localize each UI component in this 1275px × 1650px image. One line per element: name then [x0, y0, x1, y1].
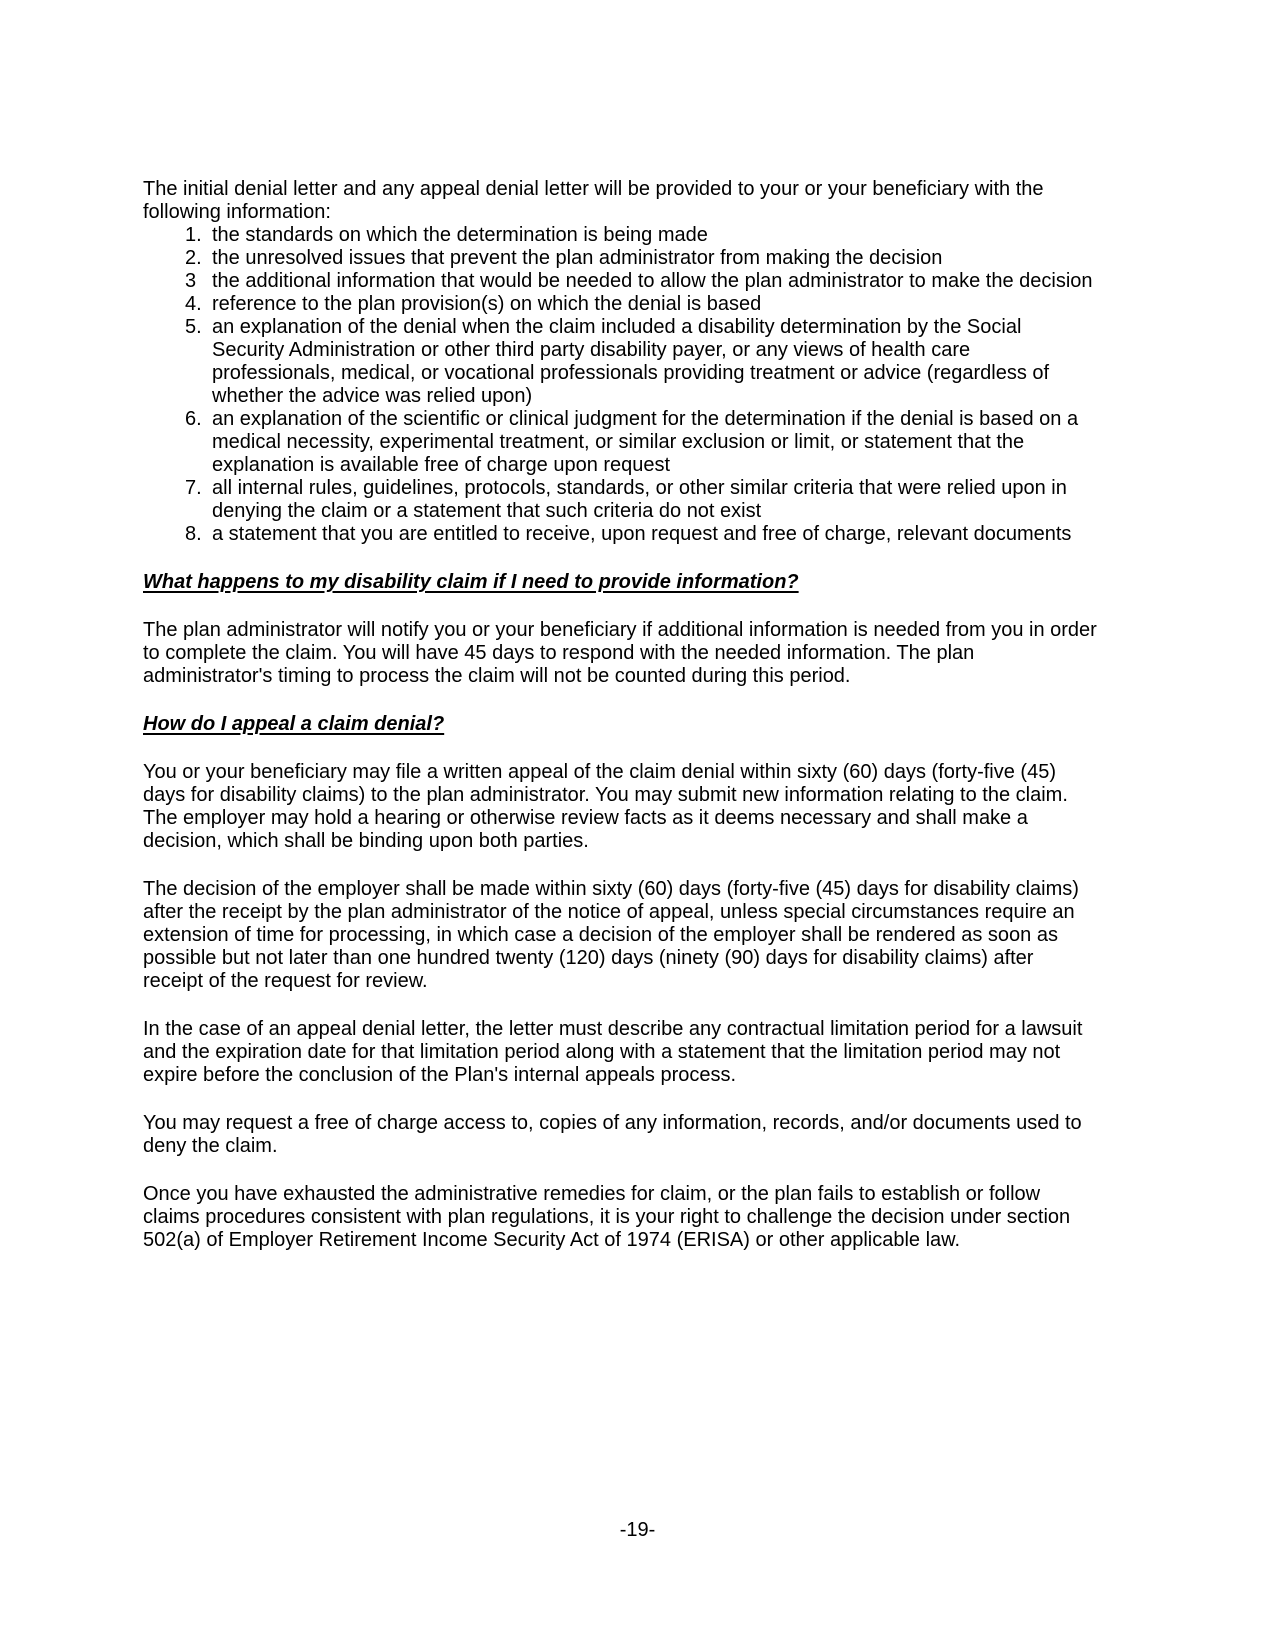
- list-item-number: 3: [185, 270, 197, 292]
- intro-paragraph: The initial denial letter and any appeal denial letter will be provided to your or your beneficiary with the following information:: [143, 178, 1044, 223]
- list-item-number: 7.: [185, 477, 202, 499]
- list-item-text: the additional information that would be needed to allow the plan administrator to make the decision: [212, 270, 1093, 292]
- list-item-text: the unresolved issues that prevent the plan administrator from making the decision: [212, 247, 943, 269]
- section-heading-appeal-claim-denial: How do I appeal a claim denial?: [143, 713, 445, 735]
- list-item: [185, 408, 1098, 477]
- list-item: [185, 293, 1098, 316]
- page-number: -19-: [619, 1519, 656, 1541]
- list-item-number: 1.: [185, 224, 202, 246]
- list-item-text: all internal rules, guidelines, protocols, standards, or other similar criteria that were relied upon in denying the claim or a statement that such criteria do not exist: [212, 477, 1067, 522]
- list-item: [185, 224, 1098, 247]
- list-item-text: the standards on which the determination is being made: [212, 224, 708, 246]
- document-content: [143, 178, 1098, 1252]
- list-item-text: an explanation of the denial when the claim included a disability determination by the Social Security Administration or other third party disability payer, or any views of health care professionals, medical, or vocational professionals providing treatment or advice (regardless of whether the advice was relied upon): [212, 316, 1050, 407]
- list-item-number: 2.: [185, 247, 202, 269]
- list-item-text: an explanation of the scientific or clinical judgment for the determination if the denial is based on a medical necessity, experimental treatment, or similar exclusion or limit, or statement that the explanation is available free of charge upon request: [212, 408, 1079, 476]
- paragraph: You may request a free of charge access to, copies of any information, records, and/or documents used to deny the claim.: [143, 1112, 1082, 1157]
- list-item: [185, 316, 1098, 408]
- list-item-number: 8.: [185, 523, 202, 545]
- paragraph: The plan administrator will notify you or your beneficiary if additional information is needed from you in order to complete the claim. You will have 45 days to respond with the needed information. The plan administrator's timing to process the claim will not be counted during this period.: [143, 619, 1097, 687]
- numbered-list: [143, 224, 1098, 546]
- list-item-text: reference to the plan provision(s) on which the denial is based: [212, 293, 762, 315]
- section-heading-provide-information: What happens to my disability claim if I need to provide information?: [143, 571, 799, 593]
- list-item: [185, 523, 1098, 546]
- paragraph: The decision of the employer shall be made within sixty (60) days (forty-five (45) days for disability claims) after the receipt by the plan administrator of the notice of appeal, unless special circumstances require an extension of time for processing, in which case a decision of the employer shall be rendered as soon as possible but not later than one hundred twenty (120) days (ninety (90) days for disability claims) after receipt of the request for review.: [143, 878, 1079, 992]
- list-item-number: 6.: [185, 408, 202, 430]
- list-item-number: 5.: [185, 316, 202, 338]
- paragraph: In the case of an appeal denial letter, the letter must describe any contractual limitation period for a lawsuit and the expiration date for that limitation period along with a statement that the limitation period may not expire before the conclusion of the Plan's internal appeals process.: [143, 1018, 1083, 1086]
- paragraph: Once you have exhausted the administrative remedies for claim, or the plan fails to establish or follow claims procedures consistent with plan regulations, it is your right to challenge the decision under section 502(a) of Employer Retirement Income Security Act of 1974 (ERISA) or other applicable law.: [143, 1183, 1071, 1251]
- list-item-number: 4.: [185, 293, 202, 315]
- list-item: [185, 270, 1098, 293]
- list-item: [185, 477, 1098, 523]
- paragraph: You or your beneficiary may file a written appeal of the claim denial within sixty (60) days (forty-five (45) days for disability claims) to the plan administrator. You may submit new information relating to the claim. The employer may hold a hearing or otherwise review facts as it deems necessary and shall make a decision, which shall be binding upon both parties.: [143, 761, 1068, 852]
- list-item: [185, 247, 1098, 270]
- list-item-text: a statement that you are entitled to receive, upon request and free of charge, relevant documents: [212, 523, 1072, 545]
